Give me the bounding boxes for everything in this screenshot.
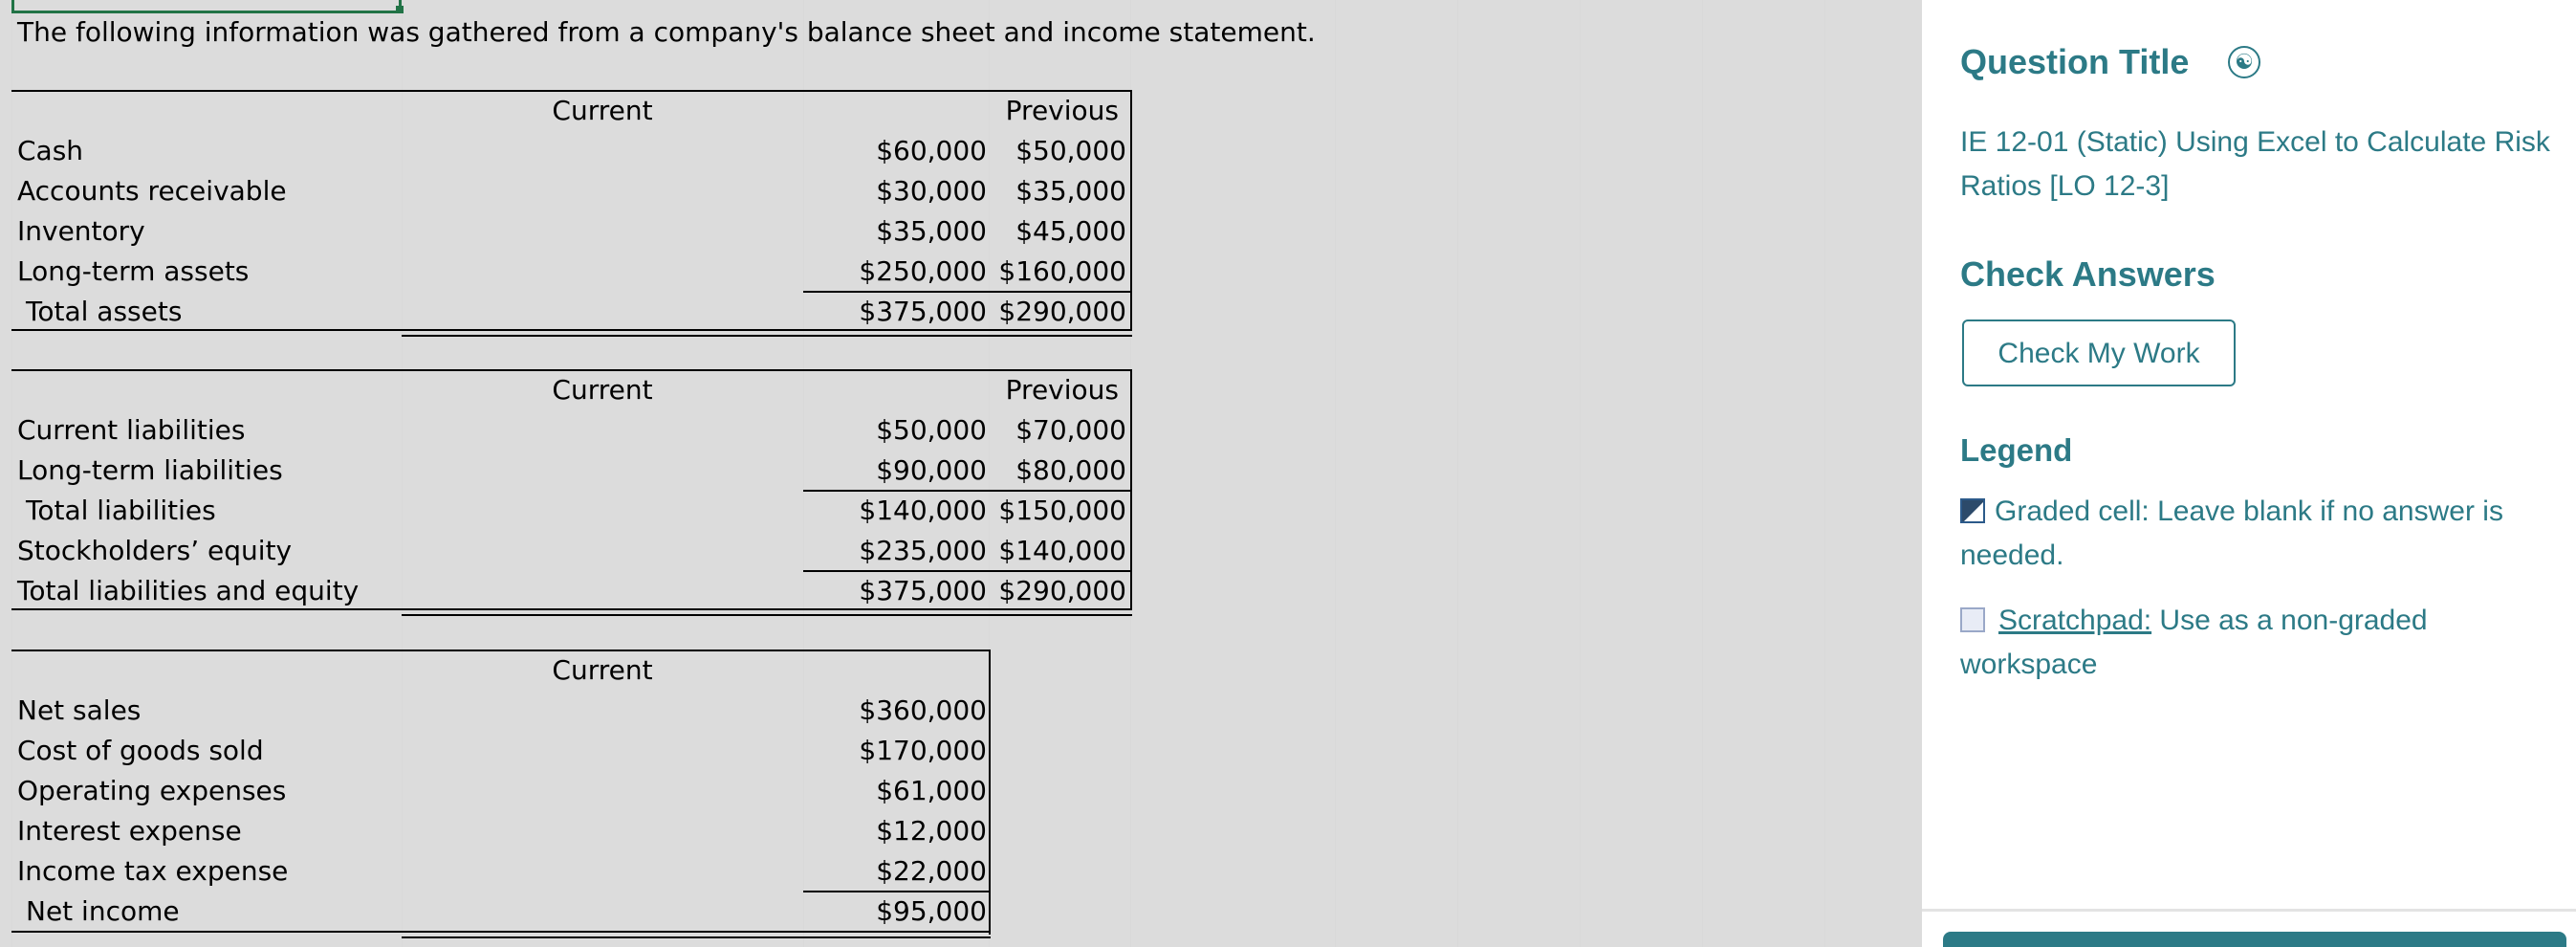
selected-cell[interactable] bbox=[11, 0, 402, 13]
row-label[interactable]: Accounts receivable bbox=[17, 175, 287, 207]
grid-col-line bbox=[1580, 0, 1581, 947]
header-previous[interactable]: Previous bbox=[1005, 374, 1119, 406]
row-label[interactable]: Income tax expense bbox=[17, 855, 289, 887]
grid-col-line bbox=[1457, 0, 1458, 947]
value-current[interactable]: $35,000 bbox=[876, 215, 987, 247]
value-previous[interactable]: $140,000 bbox=[998, 535, 1126, 566]
table-border bbox=[1130, 369, 1132, 608]
row-label[interactable]: Inventory bbox=[17, 215, 145, 247]
value-previous[interactable]: $160,000 bbox=[998, 255, 1126, 287]
graded-cell-icon bbox=[1960, 498, 1985, 523]
row-label[interactable]: Stockholders’ equity bbox=[17, 535, 293, 566]
legend-graded-text: Graded cell: Leave blank if no answer is needed. bbox=[1960, 496, 2503, 571]
question-panel bbox=[1922, 0, 2576, 947]
check-answers-heading: Check Answers bbox=[1960, 254, 2216, 294]
header-current[interactable]: Current bbox=[552, 374, 653, 406]
value-current[interactable]: $250,000 bbox=[859, 255, 987, 287]
legend-heading: Legend bbox=[1960, 432, 2073, 468]
row-label[interactable]: Operating expenses bbox=[17, 775, 287, 806]
panel-divider bbox=[1922, 909, 2576, 912]
row-label[interactable]: Total liabilities and equity bbox=[17, 575, 360, 606]
value-current[interactable]: $235,000 bbox=[859, 535, 987, 566]
row-label[interactable]: Current liabilities bbox=[17, 414, 246, 446]
total-line bbox=[11, 931, 991, 933]
grid-col-line bbox=[402, 0, 403, 947]
double-underline bbox=[402, 936, 991, 938]
value-current[interactable]: $12,000 bbox=[876, 815, 987, 847]
row-label[interactable]: Cash bbox=[17, 135, 84, 166]
grid-col-line bbox=[1335, 0, 1336, 947]
value-current[interactable]: $50,000 bbox=[876, 414, 987, 446]
double-underline bbox=[402, 614, 1132, 616]
value-previous[interactable]: $45,000 bbox=[1015, 215, 1126, 247]
legend-graded bbox=[1960, 490, 2553, 578]
row-label[interactable]: Total assets bbox=[26, 296, 183, 327]
grid-col-line bbox=[11, 0, 12, 947]
row-label[interactable]: Long-term liabilities bbox=[17, 454, 283, 486]
value-current[interactable]: $90,000 bbox=[876, 454, 987, 486]
value-current[interactable]: $140,000 bbox=[859, 495, 987, 526]
value-current[interactable]: $61,000 bbox=[876, 775, 987, 806]
sheet-title[interactable]: The following information was gathered from a company's balance sheet and income statement. bbox=[17, 16, 1316, 48]
bottom-action-bar[interactable] bbox=[1943, 932, 2566, 947]
check-my-work-button[interactable]: Check My Work bbox=[1962, 319, 2236, 386]
row-label[interactable]: Net sales bbox=[17, 694, 142, 726]
question-title: Question Title bbox=[1960, 42, 2190, 81]
double-underline bbox=[402, 335, 1132, 337]
value-current[interactable]: $375,000 bbox=[859, 296, 987, 327]
value-previous[interactable]: $80,000 bbox=[1015, 454, 1126, 486]
scratchpad-icon bbox=[1960, 607, 1985, 632]
grid-col-line bbox=[1702, 0, 1703, 947]
row-label[interactable]: Cost of goods sold bbox=[17, 735, 264, 766]
total-line bbox=[11, 329, 1132, 331]
header-previous[interactable]: Previous bbox=[1005, 95, 1119, 126]
header-current[interactable]: Current bbox=[552, 654, 653, 686]
value-current[interactable]: $170,000 bbox=[859, 735, 987, 766]
header-current[interactable]: Current bbox=[552, 95, 653, 126]
value-current[interactable]: $22,000 bbox=[876, 855, 987, 887]
value-previous[interactable]: $290,000 bbox=[998, 296, 1126, 327]
value-previous[interactable]: $70,000 bbox=[1015, 414, 1126, 446]
row-label[interactable]: Net income bbox=[26, 895, 180, 927]
value-current[interactable]: $30,000 bbox=[876, 175, 987, 207]
table-border bbox=[1130, 90, 1132, 329]
legend-scratch-text: Use as a non-graded workspace bbox=[1960, 605, 2428, 680]
question-description: IE 12-01 (Static) Using Excel to Calculate Risk Ratios [LO 12-3] bbox=[1960, 126, 2550, 202]
row-label[interactable]: Interest expense bbox=[17, 815, 242, 847]
legend-scratchpad bbox=[1960, 599, 2553, 687]
accessibility-icon[interactable]: ☯ bbox=[2228, 46, 2260, 78]
value-previous[interactable]: $290,000 bbox=[998, 575, 1126, 606]
value-current[interactable]: $360,000 bbox=[859, 694, 987, 726]
total-line bbox=[11, 608, 1132, 610]
value-current[interactable]: $375,000 bbox=[859, 575, 987, 606]
value-previous[interactable]: $50,000 bbox=[1015, 135, 1126, 166]
row-label[interactable]: Total liabilities bbox=[26, 495, 216, 526]
grid-col-line bbox=[1824, 0, 1825, 947]
value-previous[interactable]: $35,000 bbox=[1015, 175, 1126, 207]
value-current[interactable]: $95,000 bbox=[876, 895, 987, 927]
row-label[interactable]: Long-term assets bbox=[17, 255, 250, 287]
scratchpad-link[interactable]: Scratchpad: bbox=[1998, 605, 2152, 636]
value-current[interactable]: $60,000 bbox=[876, 135, 987, 166]
value-previous[interactable]: $150,000 bbox=[998, 495, 1126, 526]
